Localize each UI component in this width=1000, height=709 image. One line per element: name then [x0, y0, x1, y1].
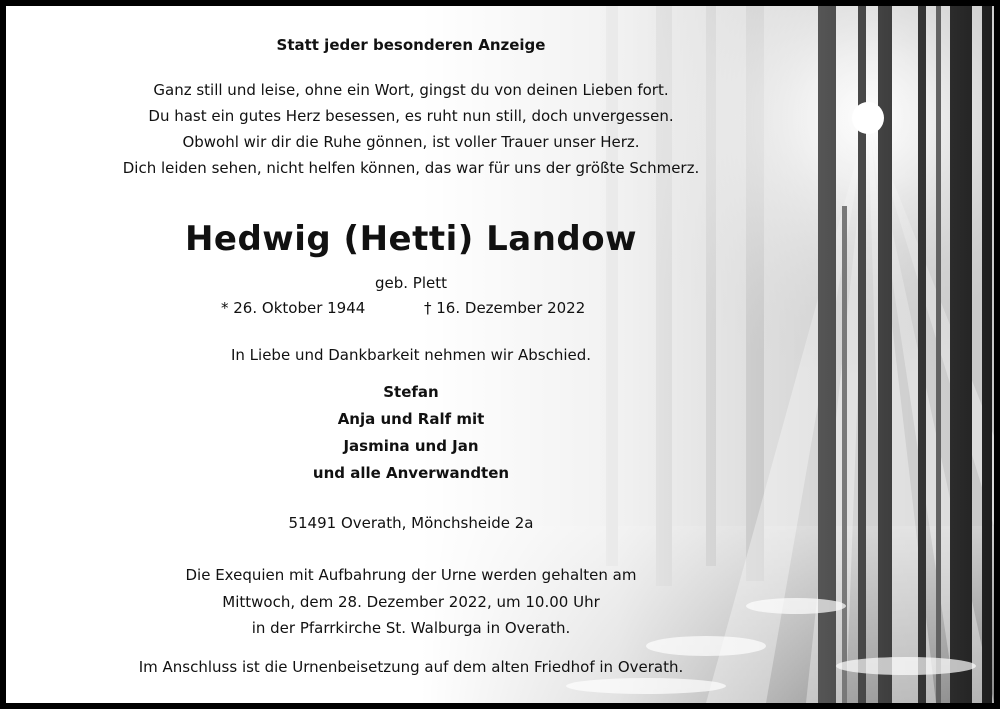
service-line-1: Die Exequien mit Aufbahrung der Urne werden gehalten am — [185, 566, 637, 584]
maiden-name: geb. Plett — [374, 274, 447, 292]
obituary-card — [6, 6, 994, 703]
address: 51491 Overath, Mönchsheide 2a — [288, 514, 534, 532]
poem-line-4: Dich leiden sehen, nicht helfen können, das war für uns der größte Schmerz. — [122, 159, 700, 177]
burial-notice: Im Anschluss ist die Urnenbeisetzung auf dem alten Friedhof in Overath. — [138, 658, 684, 676]
mourner-3: Jasmina und Jan — [343, 437, 479, 455]
death-date: † 16. Dezember 2022 — [424, 299, 586, 317]
header-notice: Statt jeder besonderen Anzeige — [276, 36, 546, 54]
poem-line-1: Ganz still und leise, ohne ein Wort, gingst du von deinen Lieben fort. — [153, 81, 669, 99]
mourner-2: Anja und Ralf mit — [337, 410, 485, 428]
service-line-2: Mittwoch, dem 28. Dezember 2022, um 10.00 Uhr — [222, 593, 600, 611]
mourner-1: Stefan — [383, 383, 439, 401]
service-line-3: in der Pfarrkirche St. Walburga in Overath. — [251, 619, 571, 637]
deceased-name: Hedwig (Hetti) Landow — [184, 219, 638, 259]
birth-date: * 26. Oktober 1944 — [221, 299, 366, 317]
farewell-text: In Liebe und Dankbarkeit nehmen wir Abschied. — [230, 346, 592, 364]
poem-line-3: Obwohl wir dir die Ruhe gönnen, ist voller Trauer unser Herz. — [182, 133, 640, 151]
poem-line-2: Du hast ein gutes Herz besessen, es ruht nun still, doch unvergessen. — [148, 107, 674, 125]
obituary-text — [6, 6, 816, 703]
mourner-4: und alle Anverwandten — [312, 464, 510, 482]
